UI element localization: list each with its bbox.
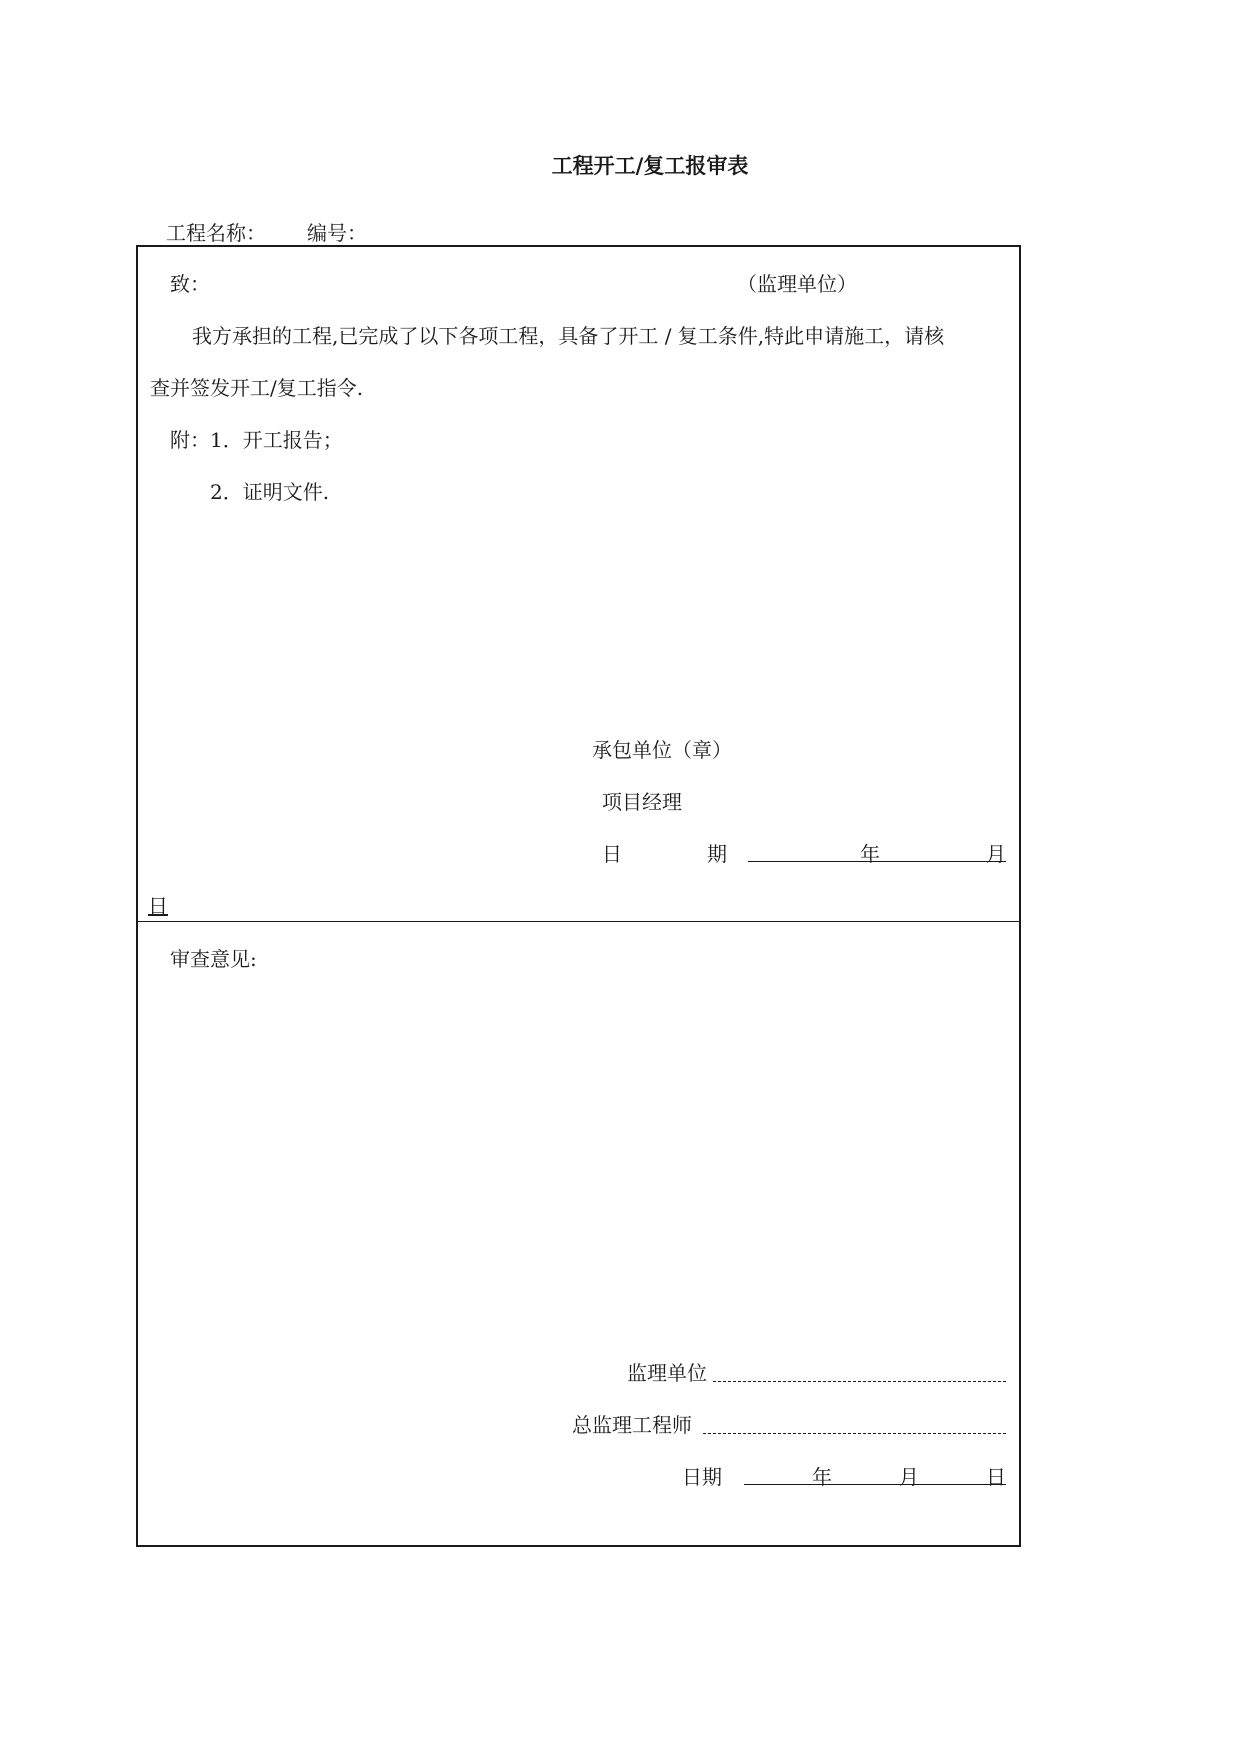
date-label-qi: 期 — [707, 842, 727, 866]
day-label: 日 — [148, 894, 168, 918]
section-divider — [136, 921, 1021, 922]
month-label: 月 — [986, 842, 1006, 866]
year-label: 年 — [860, 842, 880, 866]
review-opinion-label: 审查意见: — [170, 947, 257, 971]
page-title: 工程开工/复工报审表 — [551, 154, 749, 178]
number-label: 编号： — [307, 221, 367, 245]
application-body-line1: 我方承担的工程,已完成了以下各项工程，具备了开工 / 复工条件,特此申请施工，请核 — [192, 324, 945, 348]
review-date-underline — [744, 1484, 1006, 1485]
attachment-item-2: 2．证明文件. — [210, 480, 330, 504]
review-year-label: 年 — [812, 1465, 832, 1489]
review-month-label: 月 — [899, 1465, 919, 1489]
project-name-label: 工程名称： — [166, 221, 266, 245]
review-day-label: 日 — [986, 1465, 1006, 1489]
chief-engineer-signature-line — [703, 1433, 1006, 1434]
application-body-line2: 查并签发开工/复工指令. — [150, 376, 364, 400]
chief-engineer-label: 总监理工程师 — [572, 1413, 692, 1437]
project-manager-label: 项目经理 — [602, 790, 682, 814]
supervisor-unit-note: （监理单位） — [737, 272, 857, 296]
to-label: 致： — [170, 272, 210, 296]
supervision-unit-signature-line — [713, 1381, 1006, 1382]
contractor-seal-label: 承包单位（章） — [592, 738, 732, 762]
review-date-label: 日期 — [682, 1465, 722, 1489]
supervision-unit-label: 监理单位 — [627, 1361, 707, 1385]
attachment-label: 附：1．开工报告； — [170, 428, 343, 452]
date-label-ri: 日 — [602, 842, 622, 866]
